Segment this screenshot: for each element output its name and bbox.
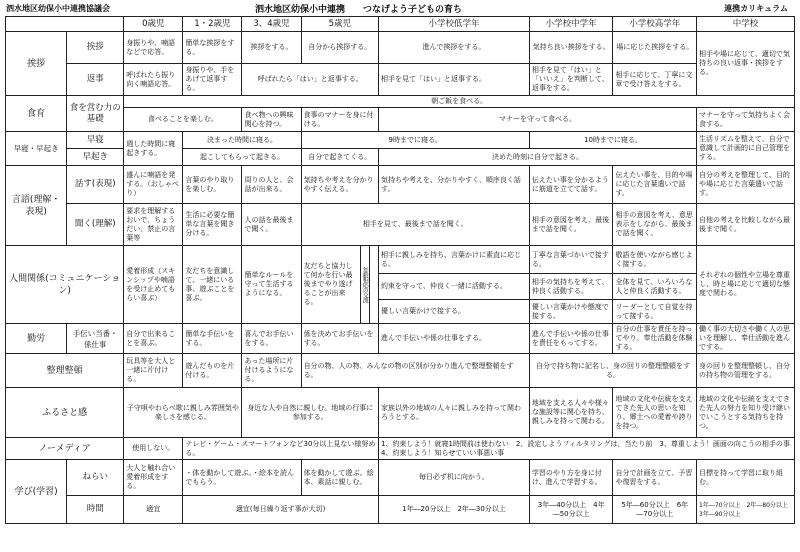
- cell: 言葉のやり取りを楽しむ。: [183, 166, 242, 204]
- cell: 優しい言葉かけや態度で接する。: [529, 300, 613, 324]
- col-elem-low: 小学校低学年: [379, 17, 530, 32]
- cell: 子守唄やわらべ歌に親しみ雰囲気や楽しさを感じる。: [124, 388, 242, 438]
- cell: 自分で起きてくる。: [301, 149, 378, 166]
- cell: 呼ばれたら振り向く喃語応答。: [124, 64, 183, 96]
- cell: 自分の物、人の物、みんなの物の区別が分かり進んで整理整頓をする。: [301, 354, 529, 388]
- cell: 9時までに寝る。: [301, 132, 529, 149]
- cell: 相手を見て「はい」と「いいえ」を判断して、返事をする。: [529, 64, 613, 96]
- cell: 自分から挨拶する。: [301, 32, 378, 64]
- cell: 生活リズムを整えて、自分で意識して計画的に自己管理をする。: [697, 132, 795, 166]
- cell: 決まった時間に寝る。: [183, 132, 301, 149]
- cell: 食事のマナーを身に付ける。: [301, 108, 378, 132]
- col-age3-4: 3、4歳児: [242, 17, 301, 32]
- cell: 要求を理解するおいで、ちょうだい、禁止の言葉等: [124, 204, 183, 246]
- cell: 相手を見て「はい」と返事する。: [379, 64, 530, 96]
- doc-type: 連携カリキュラム: [724, 4, 788, 13]
- sub-henji: 返事: [67, 64, 124, 96]
- cat-hayane: 早寝・早起き: [6, 132, 67, 166]
- cell: 気持ちや考えを、分かりやすく、順序良く話す。: [379, 166, 530, 204]
- cell: 進んで手伝いや係の仕事を責任をもってする。: [529, 324, 613, 354]
- cell: 自他の考えを比較しながら最後まで聞く。: [697, 204, 795, 246]
- cell: 生活に必要な簡単な言葉を聞き分ける。: [183, 204, 242, 246]
- cell: 学習のやり方を身に付け、進んで学習する。: [529, 460, 613, 496]
- org-name: 泗水地区幼保小中連携協議会: [6, 4, 110, 13]
- cell: 丁寧な言葉づかいで接する。: [529, 246, 613, 274]
- sub-nerai: ねらい: [67, 460, 124, 496]
- cell: 相手の意図を考え、最後まで話を聞く。: [529, 204, 613, 246]
- col-jhs: 中学校: [697, 17, 795, 32]
- cell: 1、約束しよう！就寝1時間前は使わない 2、設定しようフィルタリングは、当たり前 3、尊重しよう！画面の向こうの相手の事 4、約束しよう！知らせていい事悪い事: [379, 438, 795, 460]
- cell: 適宜(毎日繰り返す事が大切): [183, 496, 379, 524]
- curriculum-table: [5, 16, 795, 524]
- cell: リーダーとして自覚を持って接する。: [613, 300, 697, 324]
- cell: 身振りや、喃語などで応答。: [124, 32, 183, 64]
- cell: 簡単なルールを守って生活するようになる。: [242, 246, 301, 324]
- sub-kiku: 聞く(理解): [67, 204, 124, 246]
- cell: 自分で持ち物に記名し、身の回りの整理整頓をする。: [529, 354, 696, 388]
- cell: それぞれの個性や立場を尊重し、時と場に応じて適切な態度で関わる。: [697, 246, 795, 324]
- cell: 呼ばれたら「はい」と返事する。: [242, 64, 379, 96]
- doc-title: 泗水地区幼保小中連携 つなげよう子どもの育ち: [255, 5, 463, 15]
- col-elem-mid: 小学校中学年: [529, 17, 613, 32]
- cell: 大人と触れ合い愛着形成をする。: [124, 460, 183, 496]
- cell: 優しい言葉かけで接する。: [379, 300, 530, 324]
- cell: 進んで挨拶をする。: [379, 32, 530, 64]
- cell: 相手の気持ちを考えて、仲良く活動する。: [529, 274, 613, 300]
- col-elem-high: 小学校高学年: [613, 17, 697, 32]
- sub-kinro: 手伝い当番・係仕事: [67, 324, 124, 354]
- cell: 年齢相応の交流: [360, 246, 369, 324]
- sub-shoku: 食を営む力の基礎: [67, 96, 124, 132]
- cell: 自分で計画を立て、予習や復習をする。: [613, 460, 697, 496]
- cell: 盛んに喃語を発する。（おしゃべり）: [124, 166, 183, 204]
- cell: 相手や場に応じて、適切で気持ちの良い返事・挨拶をする。: [697, 32, 795, 96]
- cell: 週した時間に寝起きする。: [124, 132, 183, 166]
- col-age0: 0歳児: [124, 17, 183, 32]
- cell: ・体を動かして遊ぶ。・絵本を読んでもらう。: [183, 460, 301, 496]
- col-age5: 5歳児: [301, 17, 378, 32]
- cell: 玩具等を大人と一緒に片付ける。: [124, 354, 183, 388]
- header-row: [6, 17, 795, 32]
- cat-kinro: 勤労: [6, 324, 67, 354]
- cell: 使用しない。: [124, 438, 183, 460]
- cell: 身の回りを整理整頓し、自分の持ち物の管理をする。: [697, 354, 795, 388]
- cell: 簡単な手伝いをする。: [183, 324, 242, 354]
- cell: 場に応じた挨拶をする。: [613, 32, 697, 64]
- cell: 係を決めてお手伝いをする。: [301, 324, 378, 354]
- cell: 食べ物への興味関心を持つ。: [242, 108, 301, 132]
- cell: [369, 246, 378, 324]
- cell: 挨拶をする。: [242, 32, 301, 64]
- cell: 地域の文化や伝統を支えてきた先人の思いを知り、郷土への愛着や誇りを持つ。: [613, 388, 697, 438]
- cell: 3年―40分以上 4年―50分以上: [529, 496, 613, 524]
- cell: 進んで手伝いや係の仕事をする。: [379, 324, 530, 354]
- col-age1-2: 1・2歳児: [183, 17, 242, 32]
- cell: 約束を守って、仲良く一緒に活動する。: [379, 274, 530, 300]
- cell: あった場所に片付けるようになる。: [242, 354, 301, 388]
- cell: 働く事の大切さや働く人の思いを理解し、奉仕活動を進んでする。: [697, 324, 795, 354]
- cell: 相手に応じて、丁寧に文章で受け答えをする。: [613, 64, 697, 96]
- cell: 周りの人と、会話が出来る。: [242, 166, 301, 204]
- cat-seiri: 整理整頓: [6, 354, 124, 388]
- cat-ningen: 人間関係(コミュニケーション): [6, 246, 124, 324]
- cat-manabi: 学び(学習): [6, 460, 67, 524]
- cell: 目標を持って学習に取り組む。: [697, 460, 795, 496]
- cell: 自分の考えを整理して、目的や場に応じた言葉遣いで話す。: [697, 166, 795, 204]
- cell: 決めた時刻に自分で起きる。: [379, 149, 697, 166]
- cell: 身振りや、手をあげて返事する。: [183, 64, 242, 96]
- cell: 1年―70分以上 2年―80分以上 3年―90分以上: [697, 496, 795, 524]
- cell: 愛着形成（スキンシップや喃語を受け止めてもらい喜ぶ）: [124, 246, 183, 324]
- cat-media: ノーメディア: [6, 438, 124, 460]
- cell: 体を動かして遊ぶ。絵本、素話に親しむ。: [301, 460, 378, 496]
- cell: 身近な人や自然に親しむ。地域の行事に参加する。: [242, 388, 379, 438]
- cell: 適宜: [124, 496, 183, 524]
- cell: 起こしてもらって起きる。: [183, 149, 301, 166]
- cell: 全体を見て、いろいろな人と仲良く活動する。: [613, 274, 697, 300]
- cell: マナーを守って気持ちよく会食する。: [697, 108, 795, 132]
- cell: 喜んでお手伝いをする。: [242, 324, 301, 354]
- cell: 相手に親しみを持ち、言葉かけに素直に応じる。: [379, 246, 530, 274]
- cell: 毎日必ず机に向かう。: [379, 460, 530, 496]
- cell: 遊んだものを片付ける。: [183, 354, 242, 388]
- cat-furusato: ふるさと感: [6, 388, 124, 438]
- sub-hayane: 早寝: [67, 132, 124, 149]
- cell: 伝えたい事を、目的や場に応じた言葉遣いで話す。: [613, 166, 697, 204]
- cell: マナーを守って食べる。: [379, 108, 697, 132]
- cell: 自分で出来ることを喜ぶ。: [124, 324, 183, 354]
- cell: 朝ご飯を食べる。: [124, 96, 795, 108]
- cell: 人の話を最後まで聞く。: [242, 204, 301, 246]
- sub-hanasu: 話す(表現): [67, 166, 124, 204]
- cell: テレビ・ゲーム・スマートフォンなど30分以上見ない様努める。: [183, 438, 379, 460]
- sub-aisatsu: 挨拶: [67, 32, 124, 64]
- cell: 自分の仕事を責任を持ってやり、奉仕活動を体験する。: [613, 324, 697, 354]
- cell: 1年―20分以上 2年―30分以上: [379, 496, 530, 524]
- sub-jikan: 時間: [67, 496, 124, 524]
- cell: 相手を見て、最後まで話を聞く。: [301, 204, 529, 246]
- cell: 家族以外の地域の人々に親しみを持って関わろうとする。: [379, 388, 530, 438]
- cell: 敬語を使いながら感じよく接する。: [613, 246, 697, 274]
- cell: 食べることを楽しむ。: [124, 108, 242, 132]
- cell: 相手の意図を考え、意思表示をしながら、最後まで話を聞く。: [613, 204, 697, 246]
- cat-gengo: 言語(理解・表現): [6, 166, 67, 246]
- cell: 10時までに寝る。: [529, 132, 696, 149]
- cell: 友だちと協力して何かを行い最後までやり遂げることが出来る。: [301, 246, 360, 324]
- cell: 簡単な挨拶をする。: [183, 32, 242, 64]
- cell: 地域を支える人々や様々な施設等に関心を持ち、親しみを持って関わる。: [529, 388, 613, 438]
- cell: 気持ち良い挨拶をする。: [529, 32, 613, 64]
- cell: 気持ちや考えを分かりやすく伝える。: [301, 166, 378, 204]
- cell: 友だちを意識して、一緒にいる事、遊ぶことを喜ぶ。: [183, 246, 242, 324]
- cat-aisatsu: 挨拶: [6, 32, 67, 96]
- cat-shokuiku: 食育: [6, 96, 67, 132]
- cell: 5年―60分以上 6年―70分以上: [613, 496, 697, 524]
- cell: 地域の文化や伝統を支えてきた先人の努力を知り受け継いでいこうとする気持ちを持つ。: [697, 388, 795, 438]
- sub-hayaoki: 早起き: [67, 149, 124, 166]
- cell: 伝えたい事を分かるように筋道を立てて話す。: [529, 166, 613, 204]
